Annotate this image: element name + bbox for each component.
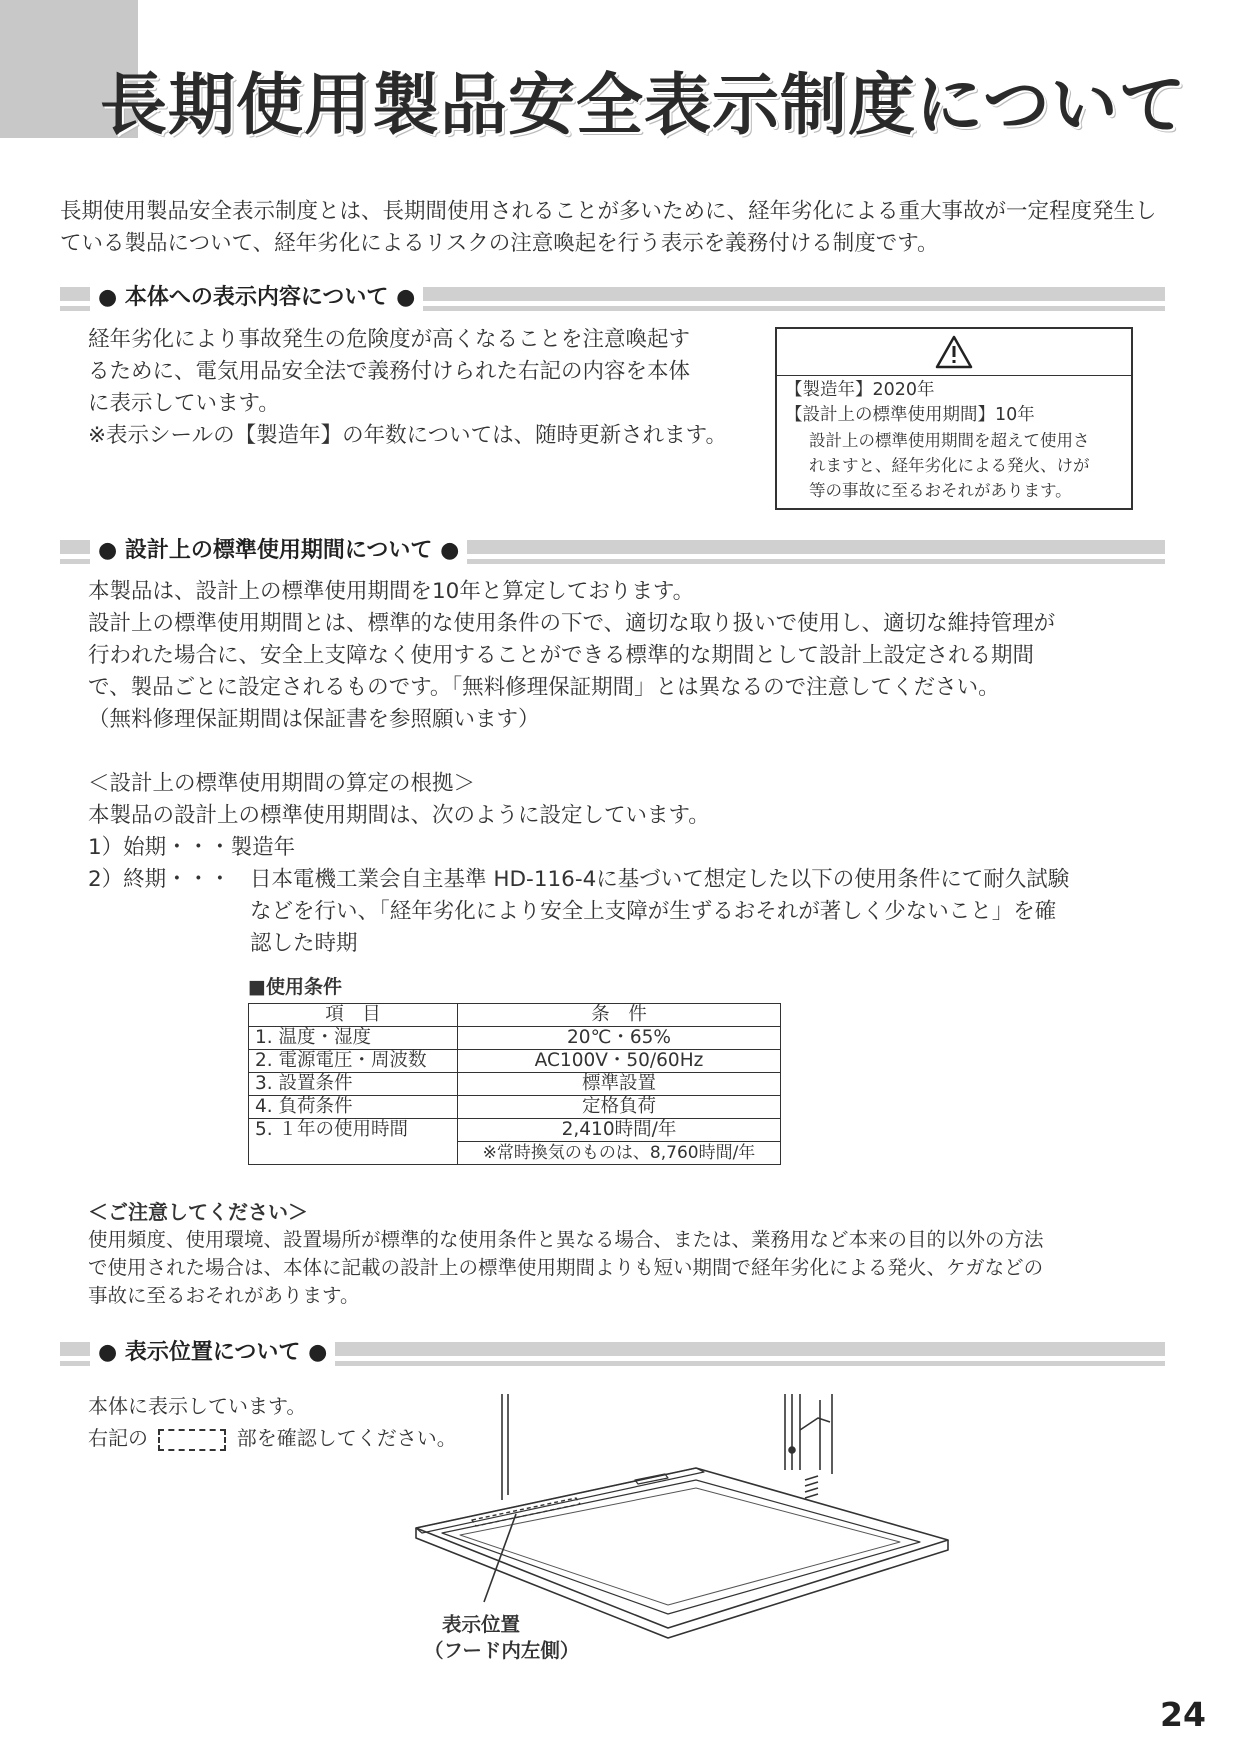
table-row <box>249 1119 781 1142</box>
section2-body <box>88 576 1168 960</box>
table-row <box>249 1050 781 1073</box>
label-period: 【設計上の標準使用期間】10年 <box>785 405 1035 425</box>
table-cell: 2,410時間/年 <box>458 1119 781 1142</box>
table-header-row <box>249 1004 781 1027</box>
section1-line: るために、電気用品安全法で義務付けられた右記の内容を本体 <box>88 359 691 384</box>
section1-heading: ● 本体への表示内容について ● <box>90 280 423 311</box>
basis-item-end-line: 認した時期 <box>250 931 358 956</box>
basis-item-start: 1）始期・・・製造年 <box>88 835 296 860</box>
warning-triangle-icon <box>934 334 974 370</box>
table-row <box>249 1027 781 1050</box>
basis-item-end <box>88 864 1168 960</box>
basis-heading: ＜設計上の標準使用期間の算定の根拠＞ <box>88 771 476 796</box>
section2-line: 本製品は、設計上の標準使用期間を10年と算定しております。 <box>88 579 695 604</box>
table-cell: 2. 電源電圧・周波数 <box>249 1050 458 1073</box>
callout-label <box>424 1612 580 1664</box>
basis-item-end-lead: 2）終期・・・ <box>88 867 231 892</box>
section1-line: ※表示シールの【製造年】の年数については、随時更新されます。 <box>88 423 727 448</box>
label-warning-line: 設計上の標準使用期間を超えて使用さ <box>809 431 1090 450</box>
section3-heading: ● 表示位置について ● <box>90 1335 335 1366</box>
warning-label-header <box>777 329 1131 376</box>
caution-line: 事故に至るおそれがあります。 <box>88 1284 360 1307</box>
caution-line: で使用された場合は、本体に記載の設計上の標準使用期間よりも短い期間で経年劣化による発火、ケガなどの <box>88 1256 1044 1279</box>
section2-line: 行われた場合に、安全上支障なく使用することができる標準的な期間として設計上設定される期間 <box>88 643 1035 668</box>
label-warning-line: れますと、経年劣化による発火、けが <box>809 456 1090 475</box>
table-row <box>249 1073 781 1096</box>
section3-line-post: 部を確認してください。 <box>236 1426 457 1450</box>
section2-heading-bar <box>60 536 1165 566</box>
warning-label-box <box>775 327 1133 510</box>
section1-line: 経年劣化により事故発生の危険度が高くなることを注意喚起す <box>88 327 691 352</box>
section2-line: （無料修理保証期間は保証書を参照願います） <box>88 707 540 732</box>
table-header-cell: 項 目 <box>249 1004 458 1027</box>
table-header-cell: 条 件 <box>458 1004 781 1027</box>
callout-line: 表示位置 <box>442 1613 521 1636</box>
basis-item-end-line: などを行い、「経年劣化により安全上支障が生ずるおそれが著しく少ないこと」を確 <box>250 899 1057 924</box>
section1-heading-bar <box>60 283 1165 313</box>
basis-intro: 本製品の設計上の標準使用期間は、次のように設定しています。 <box>88 803 710 828</box>
table-cell: ※常時換気のものは、8,760時間/年 <box>458 1142 781 1165</box>
caution-block <box>88 1198 1178 1310</box>
table-cell: 1. 温度・湿度 <box>249 1027 458 1050</box>
section2-line: 設計上の標準使用期間とは、標準的な使用条件の下で、適切な取り扱いで使用し、適切な維持管理が <box>88 611 1056 636</box>
page-title: 長期使用製品安全表示制度について <box>100 66 1187 144</box>
table-cell: 3. 設置条件 <box>249 1073 458 1096</box>
table-cell: 20℃・65% <box>458 1027 781 1050</box>
table-cell: 5. １年の使用時間 <box>249 1119 458 1165</box>
label-warning-line: 等の事故に至るおそれがあります。 <box>809 481 1072 500</box>
section3-line: 本体に表示しています。 <box>88 1394 307 1418</box>
caution-heading: ＜ご注意してください＞ <box>88 1200 308 1224</box>
callout-line: （フード内左側） <box>424 1639 580 1662</box>
section3-line-pre: 右記の <box>88 1426 148 1450</box>
dashed-box-marker <box>158 1429 226 1451</box>
table-cell: 4. 負荷条件 <box>249 1096 458 1119</box>
section3-heading-bar <box>60 1338 1165 1368</box>
conditions-table <box>248 1003 781 1165</box>
basis-item-end-line: 日本電機工業会自主基準 HD-116-4に基づいて想定した以下の使用条件にて耐久試験 <box>250 867 1070 892</box>
section2-line: で、製品ごとに設定されるものです。「無料修理保証期間」とは異なるので注意してください。 <box>88 675 1000 700</box>
table-row <box>249 1096 781 1119</box>
label-year: 【製造年】2020年 <box>785 380 935 400</box>
section2-heading: ● 設計上の標準使用期間について ● <box>90 533 467 564</box>
section1-body <box>88 324 768 452</box>
intro-paragraph: 長期使用製品安全表示制度とは、長期間使用されることが多いために、経年劣化による重大事故が一定程度発生している製品について、経年劣化によるリスクの注意喚起を行う表示を義務付ける制度です。 <box>60 199 1157 256</box>
page-number: 24 <box>1160 1695 1206 1734</box>
caution-line: 使用頻度、使用環境、設置場所が標準的な使用条件と異なる場合、または、業務用など本来の目的以外の方法 <box>88 1228 1044 1251</box>
table-cell: 標準設置 <box>458 1073 781 1096</box>
section1-line: に表示しています。 <box>88 391 280 416</box>
conditions-title: ■使用条件 <box>248 976 342 998</box>
table-cell: AC100V・50/60Hz <box>458 1050 781 1073</box>
table-cell: 定格負荷 <box>458 1096 781 1119</box>
